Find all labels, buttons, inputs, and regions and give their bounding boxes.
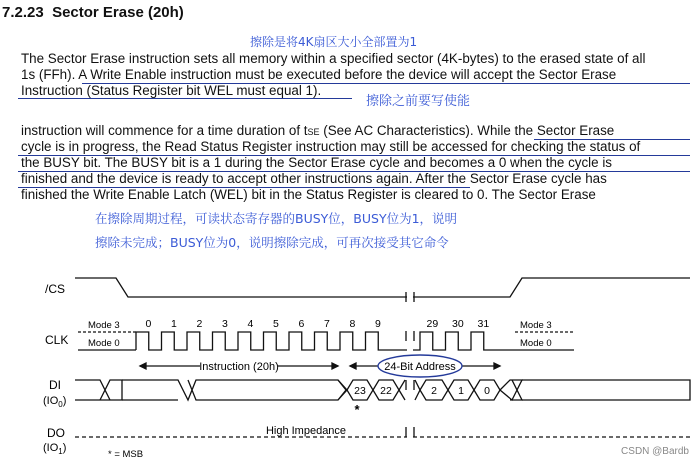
paragraph2-line3: the BUSY bit. The BUSY bit is a 1 during the Sector Erase cycle and becomes a 0 when the cycle is — [21, 155, 612, 170]
clock-number: 5 — [272, 318, 279, 330]
clock-number: 30 — [452, 318, 464, 330]
section-title: Sector Erase (20h) — [52, 4, 184, 21]
paragraph2-line1-end: (See AC Characteristics). While the Sector Erase — [319, 123, 615, 138]
instruction-label: Instruction (20h) — [199, 361, 279, 373]
do-label: DO — [47, 426, 65, 440]
annotation-busy-2: 擦除未完成；BUSY位为0，说明擦除完成，可再次接受其它命令 — [95, 235, 449, 250]
do-break — [406, 427, 414, 437]
di-bit-continue — [399, 380, 405, 400]
clock-number: 29 — [426, 318, 439, 330]
high-impedance-label: High Impedance — [265, 425, 347, 437]
address-label: 24-Bit Address — [384, 361, 456, 373]
clock-number: 31 — [477, 318, 490, 330]
paragraph2-line4: finished and the device is ready to accept other instructions again. After the Sector Erase cycle has — [21, 171, 607, 186]
di-dontcare-hatch-end — [522, 380, 690, 400]
section-number: 7.2.23 — [2, 4, 44, 21]
clock-number: 4 — [247, 318, 254, 330]
di-dontcare-start — [75, 380, 122, 400]
do-pin-sub: 1 — [58, 447, 63, 456]
clock-number: 6 — [298, 318, 305, 330]
di-bit-label-2: 2 — [431, 385, 437, 397]
di-dontcare-end — [500, 380, 522, 400]
paragraph1-line3: Instruction (Status Register bit WEL must equal 1). — [21, 83, 322, 98]
di-bit-label-22: 22 — [380, 385, 392, 397]
msb-note: * = MSB — [108, 449, 144, 460]
clock-number: 1 — [170, 318, 177, 330]
annotation-erase-ones: 擦除是将4K扇区大小全部置为1 — [250, 35, 418, 49]
tse-subscript: SE — [307, 127, 320, 137]
clk-waveform-after-break — [413, 332, 515, 350]
clk-label: CLK — [45, 333, 69, 347]
cs-break — [406, 292, 414, 302]
paragraph2-line1-start: instruction will commence for a time duration of t — [21, 123, 308, 138]
msb-star: * — [354, 402, 360, 417]
cs-label: /CS — [45, 282, 66, 296]
do-pin-label — [43, 442, 66, 456]
clock-number: 7 — [323, 318, 330, 330]
di-pin-label — [43, 395, 66, 409]
clock-number: 0 — [145, 318, 152, 330]
clock-number: 2 — [196, 318, 203, 330]
paragraph1-line2: 1s (FFh). A Write Enable instruction must be executed before the device will accept the Sector Erase — [21, 67, 617, 82]
cs-waveform-after-break — [413, 278, 690, 297]
clock-number: 3 — [221, 318, 228, 330]
di-label: DI — [49, 378, 61, 392]
watermark: CSDN @Bardb — [621, 446, 689, 457]
clk-waveform — [136, 332, 407, 350]
paragraph1-line1: The Sector Erase instruction sets all memory within a specified sector (4K-bytes) to the erased state of all — [21, 51, 646, 66]
di-break — [406, 380, 414, 390]
di-pin-close: ) — [62, 395, 67, 407]
di-bit-label-0: 0 — [484, 385, 490, 397]
paragraph2-line2: cycle is in progress, the Read Status Register instruction may still be accessed for checking the status of — [21, 139, 641, 154]
do-pin-close: ) — [62, 442, 67, 454]
clk-break — [406, 331, 414, 341]
mode0-label-end: Mode 0 — [520, 338, 552, 349]
clock-number: 8 — [349, 318, 356, 330]
di-pin-text: (IO — [43, 395, 59, 407]
annotation-busy-1: 在擦除周期过程，可读状态寄存器的BUSY位，BUSY位为1，说明 — [95, 211, 458, 226]
mode0-label: Mode 0 — [88, 338, 120, 349]
clock-numbers — [145, 318, 489, 330]
di-instruction-bits — [122, 380, 346, 400]
clock-number: 9 — [374, 318, 381, 330]
mode3-label-end: Mode 3 — [520, 320, 552, 331]
cs-waveform — [75, 278, 407, 297]
di-bit-label-23: 23 — [354, 385, 366, 397]
do-pin-text: (IO — [43, 442, 59, 454]
mode3-label: Mode 3 — [88, 320, 120, 331]
paragraph2-line5: finished the Write Enable Latch (WEL) bit in the Status Register is cleared to 0. The Sector Erase — [21, 187, 596, 202]
di-bit-label-1: 1 — [458, 385, 464, 397]
annotation-write-enable: 擦除之前要写使能 — [366, 94, 471, 109]
di-pin-sub: 0 — [58, 400, 63, 409]
